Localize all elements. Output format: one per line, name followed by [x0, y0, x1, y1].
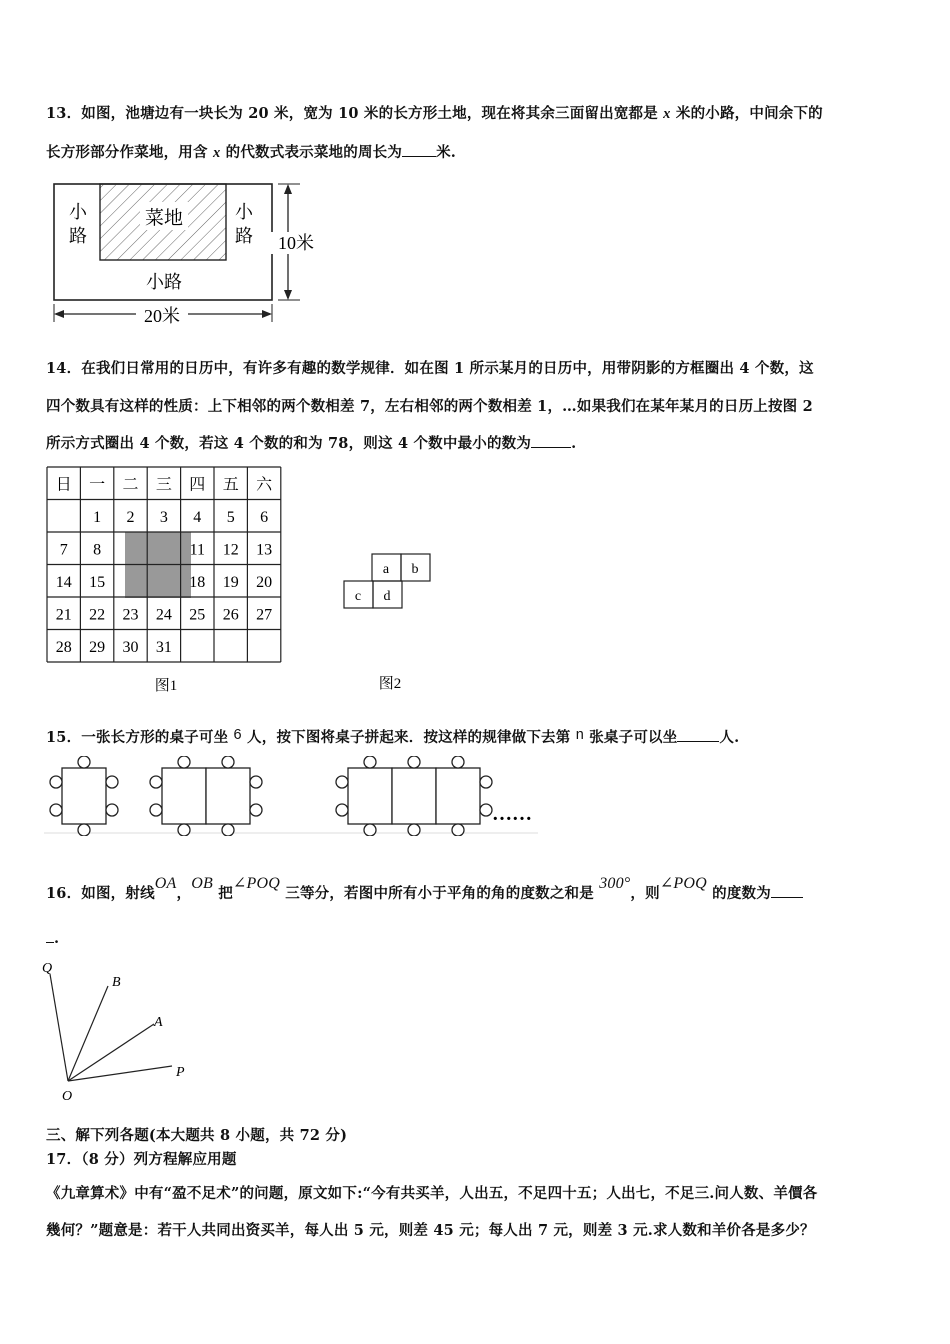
calendar-header: 二	[122, 476, 139, 494]
calendar-day: 13	[256, 541, 273, 559]
calendar-day: 3	[159, 508, 168, 526]
chair	[150, 776, 162, 788]
calendar-day: 30	[122, 638, 139, 656]
calendar-header: 三	[155, 476, 172, 494]
answer-blank-end[interactable]	[46, 930, 54, 943]
label-a: A	[154, 1015, 163, 1030]
ray-oq	[50, 974, 68, 1081]
calendar-day: 23	[122, 606, 139, 624]
continuation-dots: ……	[492, 803, 532, 825]
bottom-path-label: 小路	[146, 272, 182, 292]
calendar-day: 7	[59, 541, 68, 559]
fig2-cell-a: a	[382, 562, 390, 577]
fig2-cell-d: d	[383, 589, 391, 604]
calendar-day: 22	[89, 606, 106, 624]
table	[392, 768, 436, 824]
q16-line-end: .	[46, 930, 59, 947]
q14-fig2	[340, 550, 440, 700]
calendar-header: 六	[256, 476, 273, 494]
chair	[480, 804, 492, 816]
q14-line3: 所示方式圈出 4 个数，若这 4 个数的和为 78，则这 4 个数中最小的数为 .	[46, 435, 577, 452]
veg-label: 菜地	[144, 208, 184, 229]
calendar-day: 14	[55, 573, 72, 591]
chair	[364, 756, 376, 768]
table	[162, 768, 206, 824]
calendar-day: 2	[126, 508, 135, 526]
calendar-day: 19	[222, 573, 239, 591]
left-path-char1: 小	[69, 202, 87, 222]
chair	[480, 776, 492, 788]
ray-op	[68, 1066, 172, 1081]
right-path-char1: 小	[235, 202, 253, 222]
calendar-header: 四	[189, 476, 206, 494]
fig2-cell-c: c	[354, 589, 362, 604]
calendar-day: 24	[155, 606, 172, 624]
label-p: P	[176, 1065, 185, 1080]
q17-line1: 《九章算术》中有“盈不足术”的问题，原文如下:“今有共买羊，人出五，不足四十五；人出七，不足三.问人数、羊價各	[46, 1185, 818, 1202]
calendar-day: 12	[222, 541, 239, 559]
right-path-char2: 路	[235, 226, 253, 246]
chair	[50, 776, 62, 788]
chair	[178, 824, 190, 836]
calendar-day: 11	[189, 541, 206, 559]
chair	[452, 824, 464, 836]
q14-line2: 四个数具有这样的性质：上下相邻的两个数相差 7，左右相邻的两个数相差 1，…如果我们在某年某月的日历上按图 2	[46, 398, 813, 415]
width-label: 20米	[144, 306, 180, 326]
chair	[336, 804, 348, 816]
chair	[78, 756, 90, 768]
calendar-day: 1	[93, 508, 102, 526]
height-label: 10米	[278, 233, 314, 253]
calendar-day: 25	[189, 606, 206, 624]
chair	[408, 756, 420, 768]
calendar-day: 5	[226, 508, 235, 526]
calendar-caption: 图1	[154, 678, 178, 694]
label-b: B	[112, 975, 121, 990]
table	[206, 768, 250, 824]
calendar-day: 4	[193, 508, 202, 526]
ray-oa	[68, 1024, 154, 1081]
chair	[78, 824, 90, 836]
table	[436, 768, 480, 824]
chair	[336, 776, 348, 788]
calendar-header: 日	[55, 476, 72, 494]
answer-blank[interactable]	[677, 729, 719, 742]
ray-ob	[68, 986, 108, 1081]
calendar-day: 27	[256, 606, 273, 624]
answer-blank[interactable]	[771, 885, 803, 898]
answer-blank[interactable]	[531, 435, 571, 448]
label-o: O	[62, 1089, 73, 1104]
calendar-day: 26	[222, 606, 239, 624]
section3-heading: 三、解下列各题(本大题共 8 小题，共 72 分)	[46, 1127, 348, 1144]
q13-line2: 长方形部分作菜地，用含 x 的代数式表示菜地的周长为 米.	[46, 144, 457, 161]
q16-angle-figure	[36, 956, 206, 1106]
chair	[106, 776, 118, 788]
left-path-char2: 路	[69, 226, 87, 246]
chair	[150, 804, 162, 816]
q15-tables-figure	[44, 756, 544, 836]
calendar-day: 21	[55, 606, 72, 624]
answer-blank[interactable]	[402, 144, 436, 157]
chair	[408, 824, 420, 836]
calendar-header: 一	[89, 476, 106, 494]
chair	[178, 756, 190, 768]
q14-line1: 14．在我们日常用的日历中，有许多有趣的数学规律．如在图 1 所示某月的日历中，用带阴影的方框圈出 4 个数，这	[46, 360, 814, 377]
fig2-cell-b: b	[411, 562, 419, 577]
table	[62, 768, 106, 824]
fig2-caption: 图2	[378, 676, 402, 692]
calendar-day: 31	[155, 638, 172, 656]
q15-line: 15．一张长方形的桌子可坐 6 人，按下图将桌子拼起来．按这样的规律做下去第 n 张桌子可以坐 人.	[46, 727, 740, 746]
chair	[106, 804, 118, 816]
chair	[222, 824, 234, 836]
chair	[452, 756, 464, 768]
chair	[250, 776, 262, 788]
q17-line2: 幾何？”题意是：若干人共同出资买羊，每人出 5 元，则差 45 元；每人出 7 元，则差 3 元.求人数和羊价各是多少？	[46, 1222, 815, 1239]
calendar-day: 29	[89, 638, 106, 656]
calendar-day: 20	[256, 573, 273, 591]
q17-title: 17．（8 分）列方程解应用题	[46, 1151, 237, 1168]
calendar-day: 6	[260, 508, 269, 526]
q14-calendar-figure	[44, 464, 288, 704]
q13-field-figure	[48, 176, 338, 332]
label-q: Q	[42, 961, 53, 976]
calendar-day: 15	[89, 573, 106, 591]
q13-line1: 13．如图，池塘边有一块长为 20 米，宽为 10 米的长方形土地，现在将其余三面留出宽都是 x 米的小路，中间余下的	[46, 105, 823, 122]
calendar-day: 18	[189, 573, 206, 591]
chair	[364, 824, 376, 836]
calendar-day: 8	[93, 541, 102, 559]
chair	[250, 804, 262, 816]
table	[348, 768, 392, 824]
chair	[50, 804, 62, 816]
chair	[222, 756, 234, 768]
q16-line: 16．如图，射线OA，OB 把∠POQ 三等分，若图中所有小于平角的角的度数之和是 300°，则∠POQ 的度数为	[46, 882, 803, 903]
calendar-day: 28	[55, 638, 72, 656]
calendar-header: 五	[222, 476, 239, 494]
